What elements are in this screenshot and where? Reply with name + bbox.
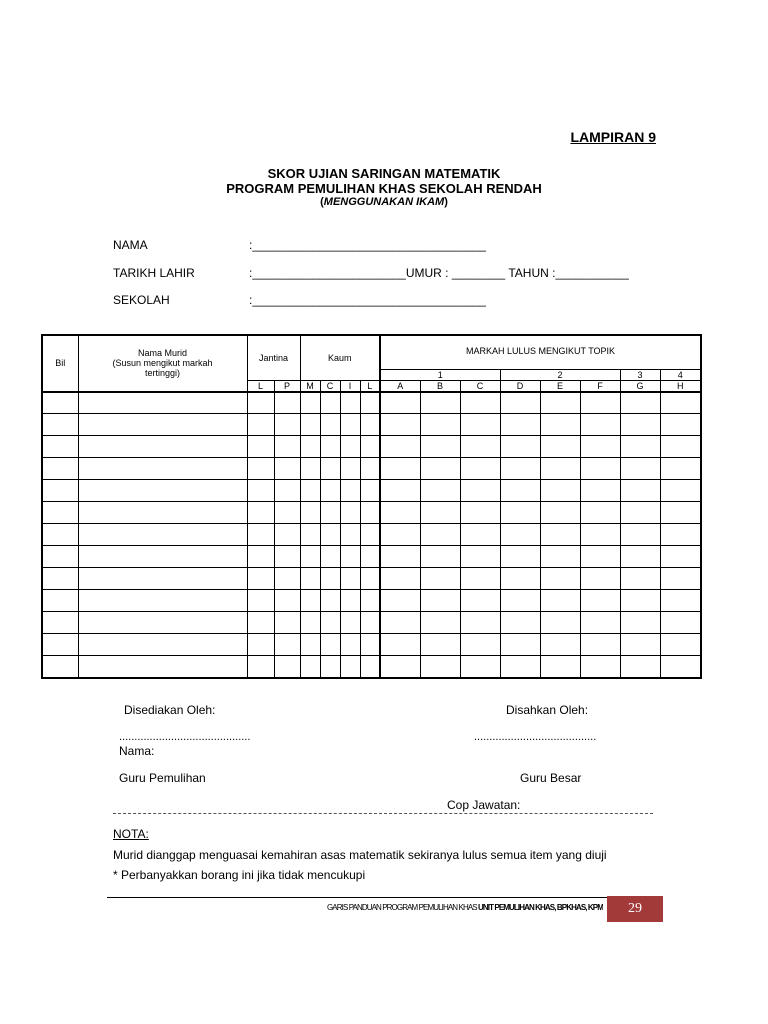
table-cell[interactable] xyxy=(540,414,580,436)
table-cell[interactable] xyxy=(247,568,274,590)
table-cell[interactable] xyxy=(420,502,460,524)
table-cell[interactable] xyxy=(660,656,701,678)
table-cell[interactable] xyxy=(247,392,274,414)
table-cell[interactable] xyxy=(340,524,360,546)
table-cell[interactable] xyxy=(460,524,500,546)
table-cell[interactable] xyxy=(300,634,320,656)
table-cell[interactable] xyxy=(580,612,620,634)
table-cell[interactable] xyxy=(660,480,701,502)
table-cell[interactable] xyxy=(620,436,660,458)
table-cell[interactable] xyxy=(500,414,540,436)
table-cell[interactable] xyxy=(660,546,701,568)
note-text-2: * Perbanyakkan borang ini jika tidak mencukupi xyxy=(113,868,366,882)
table-cell[interactable] xyxy=(320,502,340,524)
table-cell[interactable] xyxy=(540,634,580,656)
table-cell[interactable] xyxy=(42,634,78,656)
title-line-2: PROGRAM PEMULIHAN KHAS SEKOLAH RENDAH xyxy=(226,181,542,196)
table-cell[interactable] xyxy=(42,480,78,502)
table-cell[interactable] xyxy=(78,634,247,656)
table-cell[interactable] xyxy=(247,480,274,502)
table-cell[interactable] xyxy=(340,612,360,634)
page-number: 29 xyxy=(607,896,663,922)
table-cell[interactable] xyxy=(620,392,660,414)
table-cell[interactable] xyxy=(360,612,380,634)
table-cell[interactable] xyxy=(620,502,660,524)
table-cell[interactable] xyxy=(274,546,300,568)
table-cell[interactable] xyxy=(274,656,300,678)
table-cell[interactable] xyxy=(420,392,460,414)
table-cell[interactable] xyxy=(500,568,540,590)
sekolah-field[interactable]: :___________________________________ xyxy=(249,293,486,307)
table-cell[interactable] xyxy=(460,480,500,502)
table-cell[interactable] xyxy=(460,458,500,480)
table-cell[interactable] xyxy=(340,634,360,656)
table-cell[interactable] xyxy=(320,656,340,678)
table-cell[interactable] xyxy=(540,612,580,634)
footer-rule xyxy=(107,897,609,898)
table-cell[interactable] xyxy=(320,546,340,568)
table-cell[interactable] xyxy=(274,392,300,414)
table-row xyxy=(42,480,701,502)
table-cell[interactable] xyxy=(420,480,460,502)
table-cell[interactable] xyxy=(540,524,580,546)
table-cell[interactable] xyxy=(620,656,660,678)
table-cell[interactable] xyxy=(420,546,460,568)
table-cell[interactable] xyxy=(540,480,580,502)
table-cell[interactable] xyxy=(620,480,660,502)
table-cell[interactable] xyxy=(460,392,500,414)
table-cell[interactable] xyxy=(300,392,320,414)
table-cell[interactable] xyxy=(500,480,540,502)
table-cell[interactable] xyxy=(460,546,500,568)
table-row xyxy=(42,392,701,414)
table-cell[interactable] xyxy=(380,436,420,458)
table-cell[interactable] xyxy=(660,568,701,590)
table-cell[interactable] xyxy=(340,502,360,524)
sub-header-cell: G xyxy=(620,380,660,392)
table-cell[interactable] xyxy=(300,612,320,634)
table-cell[interactable] xyxy=(360,436,380,458)
table-cell[interactable] xyxy=(42,612,78,634)
table-cell[interactable] xyxy=(420,656,460,678)
title-line-1: SKOR UJIAN SARINGAN MATEMATIK xyxy=(267,166,501,181)
table-cell[interactable] xyxy=(78,656,247,678)
table-cell[interactable] xyxy=(660,634,701,656)
table-row xyxy=(42,634,701,656)
table-cell[interactable] xyxy=(380,612,420,634)
sub-header-cell: C xyxy=(460,380,500,392)
table-cell[interactable] xyxy=(42,524,78,546)
table-cell[interactable] xyxy=(78,392,247,414)
note-text-1: Murid dianggap menguasai kemahiran asas matematik sekiranya lulus semua item yang diuji xyxy=(113,848,607,862)
sub-header-cell: A xyxy=(380,380,420,392)
sub-header-cell: D xyxy=(500,380,540,392)
table-cell[interactable] xyxy=(580,568,620,590)
table-cell[interactable] xyxy=(42,458,78,480)
table-cell[interactable] xyxy=(247,612,274,634)
table-cell[interactable] xyxy=(320,458,340,480)
table-cell[interactable] xyxy=(320,612,340,634)
table-row xyxy=(42,546,701,568)
table-cell[interactable] xyxy=(320,392,340,414)
table-cell[interactable] xyxy=(247,634,274,656)
table-row xyxy=(42,612,701,634)
table-row xyxy=(42,590,701,612)
table-cell[interactable] xyxy=(42,414,78,436)
table-cell[interactable] xyxy=(580,392,620,414)
bil-header: Bil xyxy=(42,335,78,392)
table-cell[interactable] xyxy=(380,480,420,502)
table-cell[interactable] xyxy=(380,414,420,436)
table-cell[interactable] xyxy=(360,480,380,502)
table-cell[interactable] xyxy=(540,392,580,414)
table-cell[interactable] xyxy=(340,546,360,568)
table-cell[interactable] xyxy=(420,524,460,546)
table-cell[interactable] xyxy=(42,546,78,568)
table-cell[interactable] xyxy=(580,634,620,656)
table-cell[interactable] xyxy=(540,546,580,568)
sub-header-cell: M xyxy=(300,380,320,392)
table-cell[interactable] xyxy=(380,524,420,546)
table-cell[interactable] xyxy=(660,612,701,634)
table-cell[interactable] xyxy=(540,656,580,678)
markah-header: MARKAH LULUS MENGIKUT TOPIK xyxy=(380,335,701,369)
table-cell[interactable] xyxy=(300,480,320,502)
table-cell[interactable] xyxy=(420,590,460,612)
table-cell[interactable] xyxy=(340,656,360,678)
table-cell[interactable] xyxy=(500,502,540,524)
sub-header-cell: C xyxy=(320,380,340,392)
table-cell[interactable] xyxy=(420,612,460,634)
table-row xyxy=(42,458,701,480)
nama-field[interactable]: :___________________________________ xyxy=(249,238,486,252)
table-cell[interactable] xyxy=(274,568,300,590)
sub-header-cell: I xyxy=(340,380,360,392)
table-cell[interactable] xyxy=(500,436,540,458)
table-cell[interactable] xyxy=(580,436,620,458)
table-cell[interactable] xyxy=(500,634,540,656)
table-cell[interactable] xyxy=(78,590,247,612)
table-cell[interactable] xyxy=(580,656,620,678)
table-cell[interactable] xyxy=(460,656,500,678)
table-cell[interactable] xyxy=(620,546,660,568)
sub-header-cell: L xyxy=(247,380,274,392)
table-cell[interactable] xyxy=(42,568,78,590)
table-cell[interactable] xyxy=(340,392,360,414)
table-cell[interactable] xyxy=(340,480,360,502)
nama-murid-header: Nama Murid (Susun mengikut markah tertinggi) xyxy=(78,335,247,392)
table-cell[interactable] xyxy=(247,546,274,568)
table-cell[interactable] xyxy=(500,590,540,612)
table-cell[interactable] xyxy=(300,568,320,590)
table-cell[interactable] xyxy=(500,524,540,546)
table-cell[interactable] xyxy=(500,458,540,480)
table-cell[interactable] xyxy=(300,590,320,612)
table-cell[interactable] xyxy=(274,612,300,634)
sub-header-cell: B xyxy=(420,380,460,392)
title-line-3: (MENGGUNAKAN IKAM) xyxy=(320,196,448,208)
table-cell[interactable] xyxy=(660,392,701,414)
table-cell[interactable] xyxy=(274,458,300,480)
table-cell[interactable] xyxy=(460,436,500,458)
table-cell[interactable] xyxy=(380,656,420,678)
signature-line-right: ........................................ xyxy=(474,731,597,743)
table-cell[interactable] xyxy=(580,524,620,546)
guru-besar-label: Guru Besar xyxy=(520,771,582,785)
table-cell[interactable] xyxy=(580,502,620,524)
table-cell[interactable] xyxy=(320,634,340,656)
table-cell[interactable] xyxy=(340,590,360,612)
table-cell[interactable] xyxy=(540,502,580,524)
signature-line-left: ........................................... xyxy=(119,731,251,743)
table-row xyxy=(42,436,701,458)
table-cell[interactable] xyxy=(274,524,300,546)
table-cell[interactable] xyxy=(78,502,247,524)
table-cell[interactable] xyxy=(380,546,420,568)
table-cell[interactable] xyxy=(274,634,300,656)
topik-2-header: 2 xyxy=(500,369,620,380)
table-cell[interactable] xyxy=(540,590,580,612)
table-cell[interactable] xyxy=(320,524,340,546)
table-cell[interactable] xyxy=(360,392,380,414)
table-cell[interactable] xyxy=(247,436,274,458)
table-cell[interactable] xyxy=(500,656,540,678)
table-cell[interactable] xyxy=(460,568,500,590)
table-cell[interactable] xyxy=(274,502,300,524)
table-cell[interactable] xyxy=(42,590,78,612)
table-cell[interactable] xyxy=(540,568,580,590)
table-cell[interactable] xyxy=(42,656,78,678)
cop-jawatan-label: Cop Jawatan: xyxy=(447,798,521,812)
table-cell[interactable] xyxy=(320,480,340,502)
appendix-label: LAMPIRAN 9 xyxy=(570,129,656,145)
tarikh-lahir-label: TARIKH LAHIR xyxy=(113,266,195,280)
table-cell[interactable] xyxy=(580,480,620,502)
table-cell[interactable] xyxy=(320,590,340,612)
table-cell[interactable] xyxy=(247,502,274,524)
table-cell[interactable] xyxy=(460,590,500,612)
table-row xyxy=(42,414,701,436)
table-cell[interactable] xyxy=(78,546,247,568)
table-cell[interactable] xyxy=(320,436,340,458)
table-cell[interactable] xyxy=(380,568,420,590)
table-cell[interactable] xyxy=(78,524,247,546)
table-cell[interactable] xyxy=(380,392,420,414)
table-cell[interactable] xyxy=(580,546,620,568)
table-cell[interactable] xyxy=(620,634,660,656)
table-cell[interactable] xyxy=(580,590,620,612)
sub-header-cell: L xyxy=(360,380,380,392)
table-cell[interactable] xyxy=(42,502,78,524)
table-cell[interactable] xyxy=(360,458,380,480)
sub-header-cell: H xyxy=(660,380,701,392)
table-cell[interactable] xyxy=(340,436,360,458)
score-table xyxy=(41,334,702,679)
table-cell[interactable] xyxy=(380,634,420,656)
table-cell[interactable] xyxy=(274,590,300,612)
dashed-divider xyxy=(113,813,653,814)
sekolah-label: SEKOLAH xyxy=(113,293,170,307)
table-cell[interactable] xyxy=(360,590,380,612)
table-cell[interactable] xyxy=(660,502,701,524)
table-cell[interactable] xyxy=(247,590,274,612)
table-row xyxy=(42,502,701,524)
table-cell[interactable] xyxy=(320,414,340,436)
table-row xyxy=(42,568,701,590)
table-cell[interactable] xyxy=(360,502,380,524)
disahkan-label: Disahkan Oleh: xyxy=(506,703,589,717)
table-cell[interactable] xyxy=(300,656,320,678)
table-cell[interactable] xyxy=(660,414,701,436)
table-cell[interactable] xyxy=(320,568,340,590)
table-cell[interactable] xyxy=(660,590,701,612)
table-cell[interactable] xyxy=(660,436,701,458)
table-cell[interactable] xyxy=(460,414,500,436)
table-cell[interactable] xyxy=(380,590,420,612)
table-cell[interactable] xyxy=(500,546,540,568)
disediakan-label: Disediakan Oleh: xyxy=(124,703,216,717)
table-cell[interactable] xyxy=(360,568,380,590)
topik-1-header: 1 xyxy=(380,369,500,380)
table-cell[interactable] xyxy=(360,634,380,656)
nama-signature-label: Nama: xyxy=(119,744,155,758)
table-cell[interactable] xyxy=(78,568,247,590)
table-cell[interactable] xyxy=(274,480,300,502)
tarikh-lahir-field[interactable]: :_______________________UMUR : ________ TAHUN :___________ xyxy=(249,266,629,280)
table-cell[interactable] xyxy=(500,392,540,414)
table-cell[interactable] xyxy=(274,436,300,458)
table-cell[interactable] xyxy=(660,458,701,480)
table-cell[interactable] xyxy=(42,392,78,414)
table-cell[interactable] xyxy=(660,524,701,546)
footer-caption: GARIS PANDUAN PROGRAM PEMULIHAN KHAS UNIT PEMULIHAN KHAS, BPKHAS, KPM xyxy=(326,903,603,912)
table-cell[interactable] xyxy=(460,502,500,524)
nama-label: NAMA xyxy=(113,238,148,252)
jantina-header: Jantina xyxy=(247,335,300,380)
table-cell[interactable] xyxy=(247,524,274,546)
table-cell[interactable] xyxy=(340,458,360,480)
table-cell[interactable] xyxy=(78,480,247,502)
table-cell[interactable] xyxy=(247,414,274,436)
table-cell[interactable] xyxy=(300,436,320,458)
table-cell[interactable] xyxy=(620,568,660,590)
table-cell[interactable] xyxy=(360,546,380,568)
topik-3-header: 3 xyxy=(620,369,660,380)
table-cell[interactable] xyxy=(420,634,460,656)
table-cell[interactable] xyxy=(580,414,620,436)
table-row xyxy=(42,656,701,678)
table-cell[interactable] xyxy=(360,656,380,678)
table-cell[interactable] xyxy=(620,414,660,436)
table-cell[interactable] xyxy=(420,436,460,458)
sub-header-cell: F xyxy=(580,380,620,392)
table-cell[interactable] xyxy=(78,612,247,634)
table-cell[interactable] xyxy=(300,458,320,480)
table-header xyxy=(42,335,701,392)
table-cell[interactable] xyxy=(247,656,274,678)
table-cell[interactable] xyxy=(460,612,500,634)
table-cell[interactable] xyxy=(500,612,540,634)
table-cell[interactable] xyxy=(340,414,360,436)
table-body xyxy=(42,392,701,678)
table-cell[interactable] xyxy=(247,458,274,480)
table-cell[interactable] xyxy=(540,458,580,480)
table-cell[interactable] xyxy=(300,524,320,546)
table-cell[interactable] xyxy=(274,414,300,436)
table-cell[interactable] xyxy=(620,458,660,480)
table-cell[interactable] xyxy=(380,458,420,480)
guru-pemulihan-label: Guru Pemulihan xyxy=(119,771,206,785)
table-row xyxy=(42,524,701,546)
table-cell[interactable] xyxy=(420,568,460,590)
table-cell[interactable] xyxy=(42,436,78,458)
table-cell[interactable] xyxy=(420,414,460,436)
table-cell[interactable] xyxy=(380,502,420,524)
table-cell[interactable] xyxy=(300,414,320,436)
table-cell[interactable] xyxy=(540,436,580,458)
table-cell[interactable] xyxy=(620,590,660,612)
kaum-header: Kaum xyxy=(300,335,380,380)
nota-heading: NOTA: xyxy=(113,827,149,841)
table-cell[interactable] xyxy=(360,524,380,546)
table-cell[interactable] xyxy=(340,568,360,590)
table-cell[interactable] xyxy=(78,436,247,458)
table-cell[interactable] xyxy=(580,458,620,480)
table-cell[interactable] xyxy=(360,414,380,436)
sub-header-cell: P xyxy=(274,380,300,392)
table-cell[interactable] xyxy=(620,524,660,546)
table-cell[interactable] xyxy=(620,612,660,634)
table-cell[interactable] xyxy=(78,458,247,480)
table-cell[interactable] xyxy=(300,546,320,568)
table-cell[interactable] xyxy=(78,414,247,436)
table-cell[interactable] xyxy=(420,458,460,480)
topik-4-header: 4 xyxy=(660,369,701,380)
table-cell[interactable] xyxy=(300,502,320,524)
table-cell[interactable] xyxy=(460,634,500,656)
sub-header-cell: E xyxy=(540,380,580,392)
